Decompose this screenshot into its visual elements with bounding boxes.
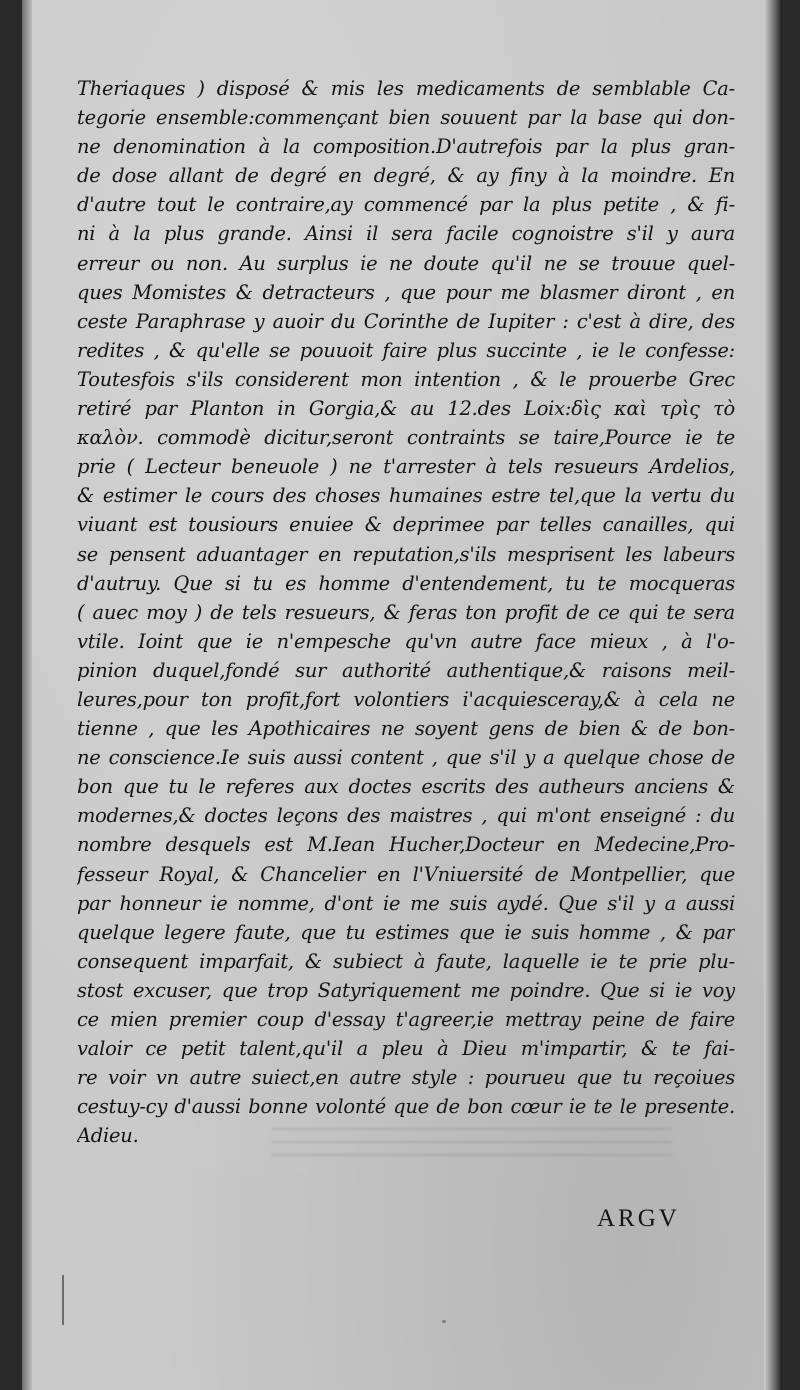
- text-line: erreur ou non. Au surplus ie ne doute qu'il ne se trouue quel-: [77, 251, 735, 275]
- text-line-last: Adieu.: [77, 1124, 139, 1148]
- text-line: valoir ce petit talent,qu'il a pleu à Dieu m'impartir, & te fai-: [77, 1037, 735, 1061]
- text-line: ne denomination à la composition.D'autrefois par la plus gran-: [77, 135, 735, 159]
- text-line: re voir vn autre suiect,en autre style : pourueu que tu reçoiues: [77, 1066, 735, 1090]
- text-line: modernes,& doctes leçons des maistres , qui m'ont enseigné : du: [77, 804, 735, 828]
- page-gutter-shadow: [22, 0, 32, 1390]
- ink-speck: [442, 1320, 446, 1323]
- text-line: Theriaques ) disposé & mis les medicaments de semblable Ca-: [77, 77, 735, 100]
- text-line: ( auec moy ) de tels resueurs, & feras ton profit de ce qui te sera: [77, 600, 735, 624]
- text-line: d'autruy. Que si tu es homme d'entendement, tu te mocqueras: [77, 571, 735, 595]
- text-line: par honneur ie nomme, d'ont ie me suis aydé. Que s'il y a aussi: [77, 891, 735, 915]
- page-edge-shadow: [764, 0, 782, 1390]
- text-line: tienne , que les Apothicaires ne soyent gens de bien & de bon-: [77, 717, 735, 741]
- text-line: pinion duquel,fondé sur authorité authentique,& raisons meil-: [77, 658, 735, 682]
- text-line: bon que tu le referes aux doctes escrits des autheurs anciens &: [77, 775, 735, 799]
- text-line: redites , & qu'elle se pouuoit faire plus succinte , ie le confesse:: [77, 338, 735, 362]
- text-line: leures,pour ton profit,fort volontiers i'acquiesceray,& à cela ne: [77, 687, 735, 711]
- text-line: Toutesfois s'ils considerent mon intention , & le prouerbe Grec: [77, 367, 735, 391]
- text-line: de dose allant de degré en degré, & ay finy à la moindre. En: [77, 164, 735, 188]
- margin-mark: [62, 1275, 64, 1325]
- text-line: d'autre tout le contraire,ay commencé par la plus petite , & fi-: [77, 193, 735, 217]
- text-line: stost excuser, que trop Satyriquement me poindre. Que si ie voy: [77, 978, 735, 1002]
- text-line: ne conscience.Ie suis aussi content , que s'il y a quelque chose de: [77, 746, 735, 770]
- text-line: tegorie ensemble:commençant bien souuent par la base qui don-: [77, 106, 735, 130]
- text-line: se pensent aduantager en reputation,s'ils mesprisent les labeurs: [77, 542, 735, 566]
- text-line: retiré par Planton in Gorgia,& au 12.des Loix:δὶς καὶ τρὶς τὸ: [77, 397, 735, 421]
- show-through-bleed: [272, 1128, 672, 1164]
- catchword: ARGV: [597, 1205, 680, 1232]
- text-line: nombre desquels est M.Iean Hucher,Docteur en Medecine,Pro-: [77, 833, 735, 857]
- text-line: cestuy-cy d'aussi bonne volonté que de bon cœur ie te le presente.: [77, 1095, 735, 1119]
- text-line: vtile. Ioint que ie n'empesche qu'vn autre face mieux , à l'o-: [77, 629, 735, 653]
- text-line: quelque legere faute, que tu estimes que ie suis homme , & par: [77, 920, 735, 944]
- text-line: viuant est tousiours enuiee & deprimee par telles canailles, qui: [77, 513, 735, 537]
- text-line: ceste Paraphrase y auoir du Corinthe de Iupiter : c'est à dire, des: [77, 309, 735, 333]
- text-line: ce mien premier coup d'essay t'agreer,ie mettray peine de faire: [77, 1008, 735, 1031]
- text-line: fesseur Royal, & Chancelier en l'Vniuersité de Montpellier, que: [77, 862, 735, 886]
- text-line: consequent imparfait, & subiect à faute, laquelle ie te prie plu-: [77, 949, 735, 973]
- text-line: καλὸν. commodè dicitur,seront contraints se taire,Pource ie te: [77, 426, 735, 450]
- text-line: prie ( Lecteur beneuole ) ne t'arrester à tels resueurs Ardelios,: [77, 455, 735, 479]
- text-line: ques Momistes & detracteurs , que pour me blasmer diront , en: [77, 280, 735, 304]
- text-line: ni à la plus grande. Ainsi il sera facile cognoistre s'il y aura: [77, 222, 735, 246]
- book-page: [22, 0, 782, 1390]
- text-line: & estimer le cours des choses humaines estre tel,que la vertu du: [77, 484, 735, 508]
- body-text: [77, 74, 735, 1150]
